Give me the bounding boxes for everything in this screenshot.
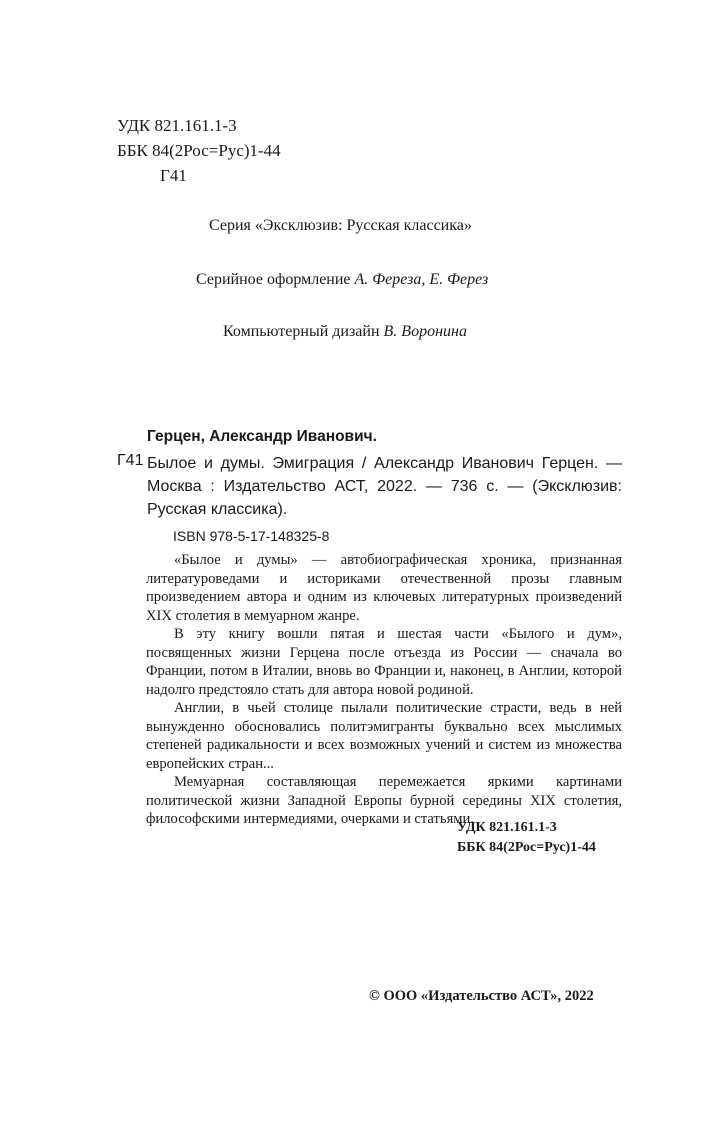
annotation-paragraph: «Былое и думы» — автобиографическая хроника, признанная литературоведами и историками отечественной прозы главным произведением автора и одним из ключевых литературных произведений XIX столетия в мемуарном жанре. bbox=[146, 552, 622, 624]
annotation bbox=[146, 551, 622, 829]
annotation-paragraph: Англии, в чьей столице пылали политические страсти, ведь в ней вынужденно обосновались политэмигранты буквально всех мыслимых степеней радикальности и всех возможных учений и систем из множества европейских стран... bbox=[146, 700, 622, 772]
series-design-names: А. Фереза, Е. Ферез bbox=[354, 271, 489, 288]
udk-code: УДК 821.161.1-3 bbox=[117, 116, 237, 135]
catalog-codes-bottom bbox=[457, 818, 596, 858]
annotation-paragraph: Мемуарная составляющая перемежается яркими картинами политической жизни Западной Европы бурной середины XIX столетия, философскими интермедиями, очерками и статьями. bbox=[146, 774, 622, 827]
biblio-author: Герцен, Александр Иванович. bbox=[147, 428, 377, 445]
biblio-entry: Былое и думы. Эмиграция / Александр Иванович Герцен. — Москва : Издательство АСТ, 2022. — 736 с. — (Эксклюзив: Русская классика). bbox=[147, 455, 622, 518]
udk-code-bottom: УДК 821.161.1-3 bbox=[457, 820, 557, 835]
computer-design-names: В. Воронина bbox=[383, 323, 467, 340]
computer-design-label: Компьютерный дизайн bbox=[223, 323, 384, 340]
series-line: Серия «Эксклюзив: Русская классика» bbox=[209, 217, 472, 234]
catalog-codes bbox=[117, 113, 281, 188]
series-design-label: Серийное оформление bbox=[196, 271, 355, 288]
isbn: ISBN 978-5-17-148325-8 bbox=[173, 528, 330, 544]
copyright-line: © ООО «Издательство АСТ», 2022 bbox=[369, 988, 594, 1004]
biblio-code: Г41 bbox=[117, 452, 144, 469]
series-design-line bbox=[196, 271, 488, 289]
annotation-paragraph: В эту книгу вошли пятая и шестая части «Былого и дум», посвященных жизни Герцена после отъезда из России — сначала во Франции, потом в Италии, вновь во Франции и, наконец, в Англии, которой надолго предстояло стать для автора новой родиной. bbox=[146, 626, 622, 698]
author-mark: Г41 bbox=[160, 166, 187, 185]
computer-design-line bbox=[223, 323, 467, 341]
bbk-code: ББК 84(2Рос=Рус)1-44 bbox=[117, 141, 281, 160]
bbk-code-bottom: ББК 84(2Рос=Рус)1-44 bbox=[457, 840, 596, 855]
